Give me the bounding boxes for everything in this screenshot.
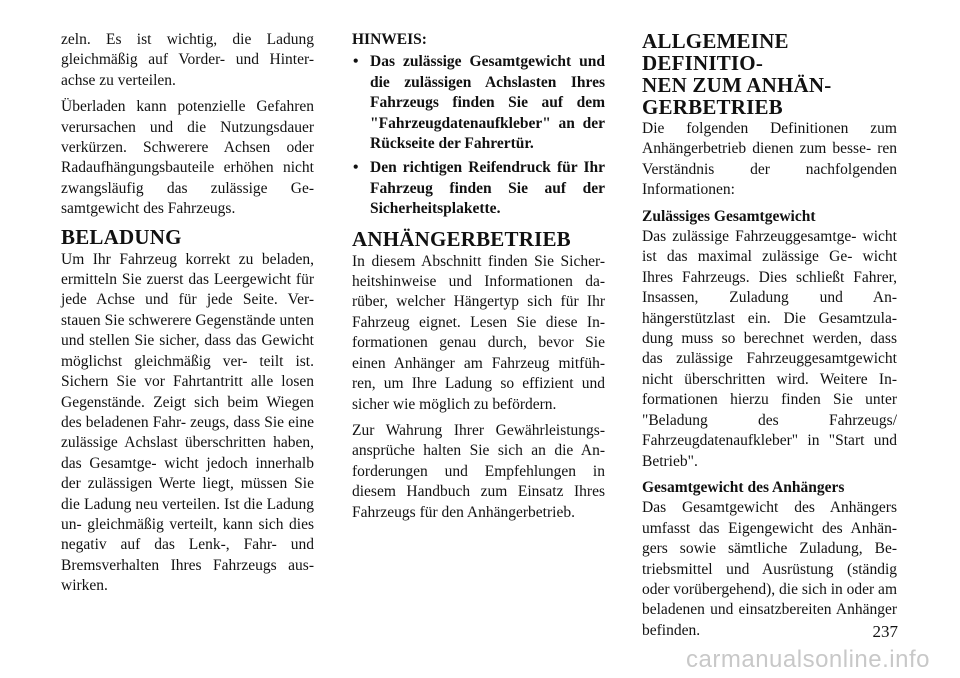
watermark: carmanualsonline.info	[686, 646, 930, 673]
list-item-text: Das zulässige Gesamtgewicht und die zulässigen Achslasten Ihres Fahrzeugs finden Sie auf dem "Fahrzeugdatenaufkleber" an der Rückseite der Fahrertür.	[370, 53, 605, 153]
paragraph: Das Gesamtgewicht des Anhängers umfasst das Eigengewicht des Anhän- gers sowie sämtliche Zuladung, Be- triebsmittel und Ausrüstung (ständig oder vorübergehend), die sich in oder am beladenen und einsatzbereiten Anhänger befinden.	[642, 499, 897, 639]
paragraph: Zur Wahrung Ihrer Gewährleistungs- ansprüche halten Sie sich an die An- forderungen und Empfehlungen in diesem Handbuch zum Einsatz Ihres Fahrzeugs für den Anhängerbetrieb.	[352, 421, 605, 521]
bullet-icon: •	[353, 159, 359, 177]
subheading: Zulässiges Gesamtgewicht	[642, 207, 816, 225]
column-1	[61, 30, 314, 597]
column-3	[642, 30, 897, 641]
paragraph: Um Ihr Fahrzeug korrekt zu beladen, ermitteln Sie zuerst das Leergewicht für jede Achse und für jede Seite. Ver- stauen Sie schwerere Gegenstände unten und stellen Sie sicher, dass das Gewicht möglichst gleichmäßig ver- teilt ist. Sichern Sie vor Fahrtantritt alle losen Gegenstände. Zeigt sich beim Wiegen des beladenen Fahr- zeugs, dass Sie eine zulässige Achslast überschritten haben, das Gesamtge- wicht jedoch innerhalb der zulässigen Werte liegt, müssen Sie die Ladung neu verteilen. Ist die Ladung un- gleichmäßig verteilt, kann sich dies negativ auf das Lenk-, Fahr- und Bremsverhalten Ihres Fahrzeugs aus- wirken.	[61, 250, 314, 595]
list-item	[352, 158, 605, 219]
bullet-icon: •	[353, 53, 359, 71]
note-list	[352, 52, 605, 219]
heading-line: ALLGEMEINE DEFINITIO-	[642, 29, 789, 75]
section-heading-beladung: BELADUNG	[61, 224, 182, 249]
paragraph: Überladen kann potenzielle Gefahren verursachen und die Nutzungsdauer verkürzen. Schwerere Achsen oder Radaufhängungsbauteile erhöhen nicht zwangsläufig das zulässige Ge- samtgewicht des Fahrzeugs.	[61, 98, 314, 218]
heading-line: NEN ZUM ANHÄN-	[642, 73, 832, 97]
page-number: 237	[872, 622, 898, 641]
paragraph: Die folgenden Definitionen zum Anhängerbetrieb dienen zum besse- ren Verständnis der nachfolgenden Informationen:	[642, 120, 897, 199]
paragraph: In diesem Abschnitt finden Sie Sicher- heitshinweise und Informationen da- rüber, welcher Hängertyp sich für Ihr Fahrzeug eignet. Lesen Sie diese In- formationen genau durch, bevor Sie einen Anhänger am Fahrzeug mitfüh- ren, um Ihre Ladung so effizient und sicher wie möglich zu befördern.	[352, 252, 605, 413]
subheading: Gesamtgewicht des Anhängers	[642, 478, 845, 496]
note-label: HINWEIS:	[352, 31, 427, 48]
column-2	[352, 30, 605, 523]
paragraph: zeln. Es ist wichtig, die Ladung gleichmäßig auf Vorder- und Hinter- achse zu verteilen.	[61, 31, 314, 89]
paragraph: Das zulässige Fahrzeuggesamtge- wicht ist das maximal zulässige Ge- wicht Ihres Fahrzeugs. Dies schließt Fahrer, Insassen, Zuladung und An- hängerstützlast ein. Die Gesamtzula- dung muss so berechnet werden, dass das zulässige Fahrzeuggesamtgewicht nicht überschritten wird. Weitere In- formationen hierzu finden Sie unter "Beladung des Fahrzeugs/ Fahrzeugdatenaufkleber" in "Start und Betrieb".	[642, 228, 897, 470]
section-heading-anhaengerbetrieb: ANHÄNGERBETRIEB	[352, 226, 571, 251]
section-heading-definitions	[642, 30, 897, 118]
heading-line: GERBETRIEB	[642, 95, 783, 119]
list-item	[352, 52, 605, 154]
list-item-text: Den richtigen Reifendruck für Ihr Fahrzeug finden Sie auf der Sicherheitsplakette.	[370, 159, 605, 218]
